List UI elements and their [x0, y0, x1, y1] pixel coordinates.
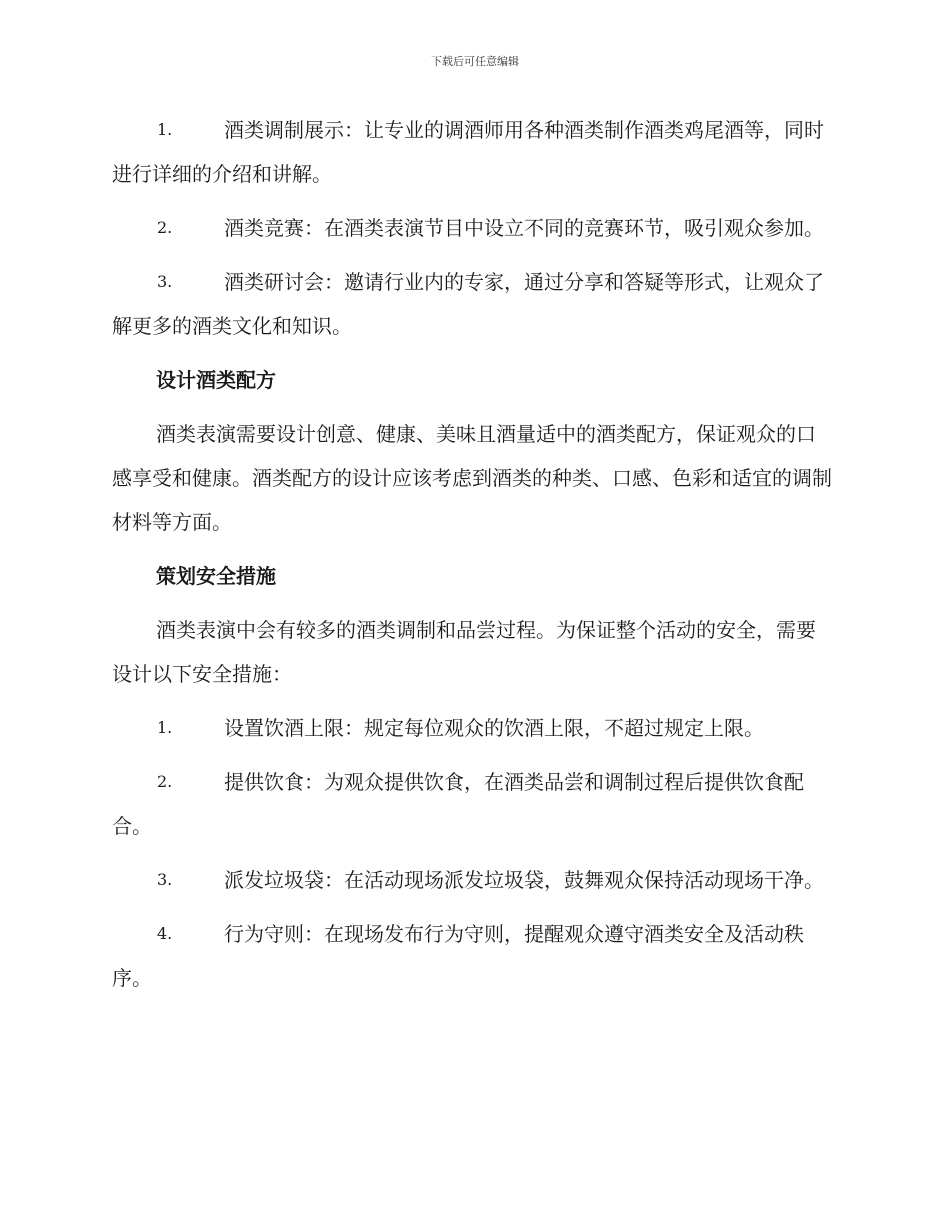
list-number: 1.: [157, 718, 173, 737]
list-item: [112, 706, 834, 750]
list-number: 3.: [157, 870, 173, 889]
list-item: [112, 760, 834, 848]
list-number: 4.: [157, 924, 173, 943]
list-text: 酒类调制展示：让专业的调酒师用各种酒类制作酒类鸡尾酒等，同时进行详细的介绍和讲解。: [112, 118, 824, 186]
list-number: 2.: [157, 772, 173, 791]
list-number: 1.: [157, 120, 173, 139]
section-heading-recipe: 设计酒类配方: [156, 368, 276, 392]
section-heading-safety: 策划安全措施: [156, 564, 276, 588]
list-number: 2.: [157, 218, 173, 237]
list-text: 提供饮食：为观众提供饮食，在酒类品尝和调制过程后提供饮食配合。: [112, 770, 804, 838]
page-header: 下载后可任意编辑: [431, 55, 519, 68]
document-body: [112, 108, 834, 1010]
section-paragraph-recipe: 酒类表演需要设计创意、健康、美味且酒量适中的酒类配方，保证观众的口感享受和健康。酒类配方的设计应该考虑到酒类的种类、口感、色彩和适宜的调制材料等方面。: [112, 422, 832, 534]
list-text: 设置饮酒上限：规定每位观众的饮酒上限，不超过规定上限。: [224, 716, 764, 740]
list-item: [112, 206, 834, 250]
list-item: [112, 260, 834, 348]
list-item: [112, 108, 834, 196]
list-item: [112, 858, 834, 902]
list-text: 酒类竞赛：在酒类表演节目中设立不同的竞赛环节，吸引观众参加。: [224, 216, 824, 240]
list-number: 3.: [157, 272, 173, 291]
list-text: 派发垃圾袋：在活动现场派发垃圾袋，鼓舞观众保持活动现场干净。: [224, 868, 824, 892]
list-text: 行为守则：在现场发布行为守则，提醒观众遵守酒类安全及活动秩序。: [112, 922, 804, 990]
list-item: [112, 912, 834, 1000]
section-paragraph-safety: 酒类表演中会有较多的酒类调制和品尝过程。为保证整个活动的安全，需要设计以下安全措施：: [112, 618, 816, 686]
list-text: 酒类研讨会：邀请行业内的专家，通过分享和答疑等形式，让观众了解更多的酒类文化和知识。: [112, 270, 824, 338]
